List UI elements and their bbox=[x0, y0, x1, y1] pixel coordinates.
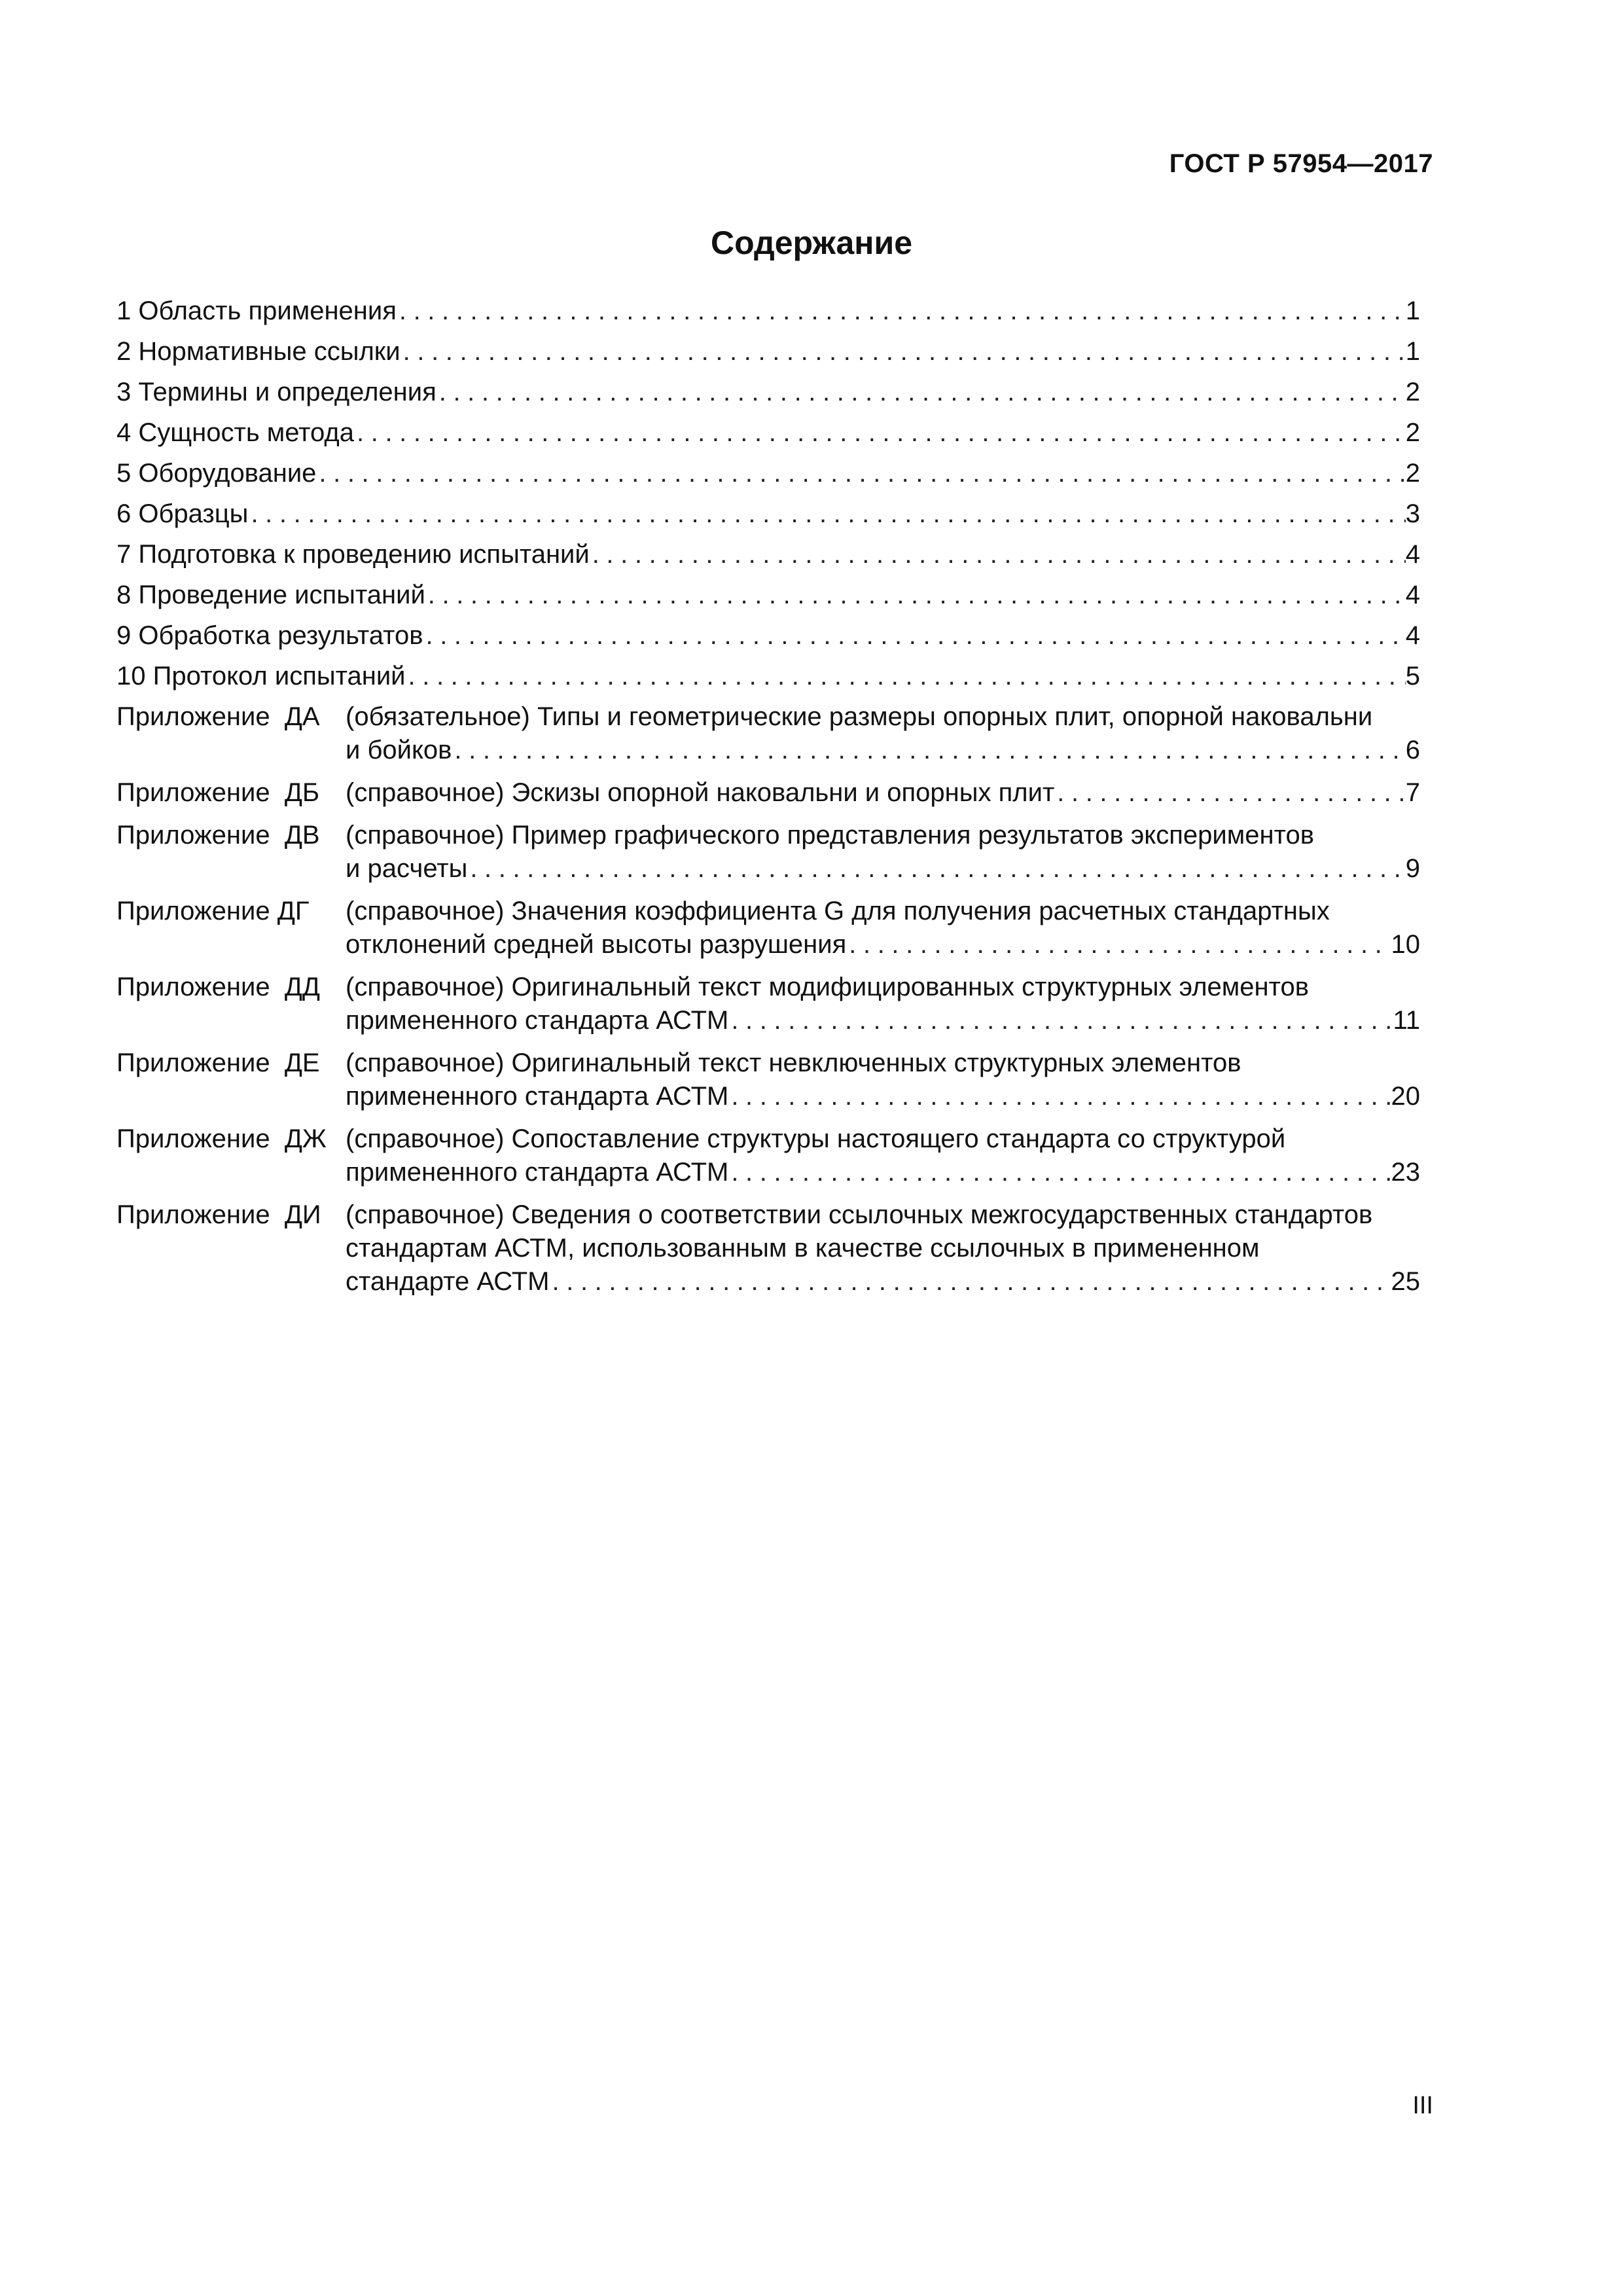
appendix-title-line: (справочное) Эскизы опорной наковальни и опорных плит bbox=[346, 778, 1055, 807]
toc-entry-section-4[interactable] bbox=[116, 416, 1420, 450]
toc-entry-page: 1 bbox=[1405, 296, 1420, 325]
appendix-title-line: стандарте АСТМ bbox=[346, 1267, 550, 1296]
appendix-title-line: отклонений средней высоты разрушения bbox=[346, 930, 847, 959]
toc-entry-page: 3 bbox=[1405, 499, 1420, 528]
appendix-title-line: примененного стандарта АСТМ bbox=[346, 1006, 729, 1035]
dot-leader bbox=[423, 619, 1406, 653]
toc-entry-page: 7 bbox=[1405, 778, 1420, 807]
dot-leader bbox=[406, 660, 1406, 693]
appendix-label: Приложение ДЕ bbox=[116, 1049, 320, 1077]
toc-entry-number: 1 bbox=[116, 296, 139, 325]
appendix-label: Приложение ДГ bbox=[116, 897, 310, 925]
toc-entry-title: Обработка результатов bbox=[138, 621, 423, 650]
toc-entry-section-2[interactable] bbox=[116, 335, 1420, 368]
appendix-label: Приложение ДА bbox=[116, 702, 320, 731]
appendix-title-line: (справочное) Оригинальный текст модифицированных структурных элементов bbox=[346, 973, 1309, 1001]
appendix-label: Приложение ДВ bbox=[116, 821, 320, 850]
toc-entry-page: 25 bbox=[1391, 1267, 1420, 1296]
toc-entry-appendix-db[interactable] bbox=[116, 776, 1420, 810]
dot-leader bbox=[401, 335, 1406, 368]
toc-entry-appendix-de[interactable] bbox=[116, 1047, 1420, 1113]
toc-entry-section-9[interactable] bbox=[116, 619, 1420, 653]
toc-entry-appendix-dd[interactable] bbox=[116, 971, 1420, 1037]
appendix-title-line: (обязательное) Типы и геометрические размеры опорных плит, опорной наковальни bbox=[346, 702, 1373, 731]
dot-leader bbox=[467, 852, 1405, 886]
toc-entry-number: 5 bbox=[116, 459, 139, 488]
toc-entry-title: Подготовка к проведению испытаний bbox=[138, 540, 590, 569]
dot-leader bbox=[728, 1080, 1391, 1113]
appendix-title-line: стандартам АСТМ, использованным в качестве ссылочных в примененном bbox=[346, 1234, 1260, 1263]
toc-entry-title: Нормативные ссылки bbox=[138, 337, 401, 366]
toc-entry-section-3[interactable] bbox=[116, 376, 1420, 409]
toc-entry-page: 20 bbox=[1391, 1082, 1420, 1111]
appendix-title-line: и бойков bbox=[346, 736, 452, 764]
dot-leader bbox=[728, 1156, 1391, 1189]
dot-leader bbox=[437, 376, 1406, 409]
dot-leader bbox=[425, 579, 1406, 612]
toc-entry-page: 11 bbox=[1393, 1006, 1420, 1035]
toc-entry-page: 5 bbox=[1405, 662, 1420, 691]
toc-entry-page: 6 bbox=[1405, 736, 1420, 764]
appendix-label: Приложение ДБ bbox=[116, 778, 320, 807]
toc-entry-section-6[interactable] bbox=[116, 497, 1420, 531]
toc-entry-number: 4 bbox=[116, 418, 139, 447]
toc-entry-number: 7 bbox=[116, 540, 139, 569]
toc-entry-number: 9 bbox=[116, 621, 139, 650]
toc-entry-section-8[interactable] bbox=[116, 579, 1420, 612]
toc-entry-number: 8 bbox=[116, 581, 139, 609]
toc-entry-section-5[interactable] bbox=[116, 457, 1420, 490]
toc-entry-page: 9 bbox=[1405, 854, 1420, 883]
toc-entry-title: Сущность метода bbox=[138, 418, 355, 447]
toc-entry-title: Оборудование bbox=[138, 459, 317, 488]
dot-leader bbox=[550, 1265, 1391, 1299]
toc-entry-page: 2 bbox=[1405, 378, 1420, 406]
dot-leader bbox=[397, 295, 1406, 328]
toc-entry-page: 10 bbox=[1391, 930, 1420, 959]
appendix-label: Приложение ДД bbox=[116, 973, 321, 1001]
appendix-title-line: и расчеты bbox=[346, 854, 468, 883]
table-of-contents bbox=[116, 295, 1420, 1308]
toc-entry-page: 4 bbox=[1405, 581, 1420, 609]
toc-entry-page: 2 bbox=[1405, 459, 1420, 488]
appendix-title-line: примененного стандарта АСТМ bbox=[346, 1082, 729, 1111]
appendix-title-line: (справочное) Сведения о соответствии ссылочных межгосударственных стандартов bbox=[346, 1200, 1373, 1229]
toc-entry-title: Термины и определения bbox=[138, 378, 437, 406]
appendix-title-line: (справочное) Оригинальный текст невключенных структурных элементов bbox=[346, 1049, 1241, 1077]
toc-entry-appendix-dg[interactable] bbox=[116, 895, 1420, 961]
toc-entry-appendix-dv[interactable] bbox=[116, 819, 1420, 886]
toc-entry-appendix-di[interactable] bbox=[116, 1198, 1420, 1299]
toc-entry-number: 3 bbox=[116, 378, 139, 406]
toc-entry-title: Область применения bbox=[138, 296, 397, 325]
toc-entry-title: Проведение испытаний bbox=[138, 581, 425, 609]
dot-leader bbox=[354, 416, 1406, 450]
toc-entry-section-10[interactable] bbox=[116, 660, 1420, 693]
appendix-title-line: (справочное) Пример графического представления результатов экспериментов bbox=[346, 821, 1314, 850]
toc-entry-page: 23 bbox=[1391, 1158, 1420, 1187]
dot-leader bbox=[846, 928, 1391, 961]
toc-entry-page: 2 bbox=[1405, 418, 1420, 447]
appendix-label: Приложение ДЖ bbox=[116, 1124, 327, 1153]
dot-leader bbox=[248, 497, 1405, 531]
toc-entry-title: Образцы bbox=[138, 499, 249, 528]
toc-entry-number: 6 bbox=[116, 499, 139, 528]
toc-entry-title: Протокол испытаний bbox=[152, 662, 406, 691]
toc-title: Содержание bbox=[710, 224, 913, 261]
dot-leader bbox=[316, 457, 1405, 490]
dot-leader bbox=[1054, 776, 1405, 810]
toc-entry-appendix-dzh[interactable] bbox=[116, 1122, 1420, 1189]
toc-entry-number: 2 bbox=[116, 337, 139, 366]
toc-entry-section-1[interactable] bbox=[116, 295, 1420, 328]
dot-leader bbox=[728, 1004, 1393, 1037]
toc-entry-page: 4 bbox=[1405, 540, 1420, 569]
dot-leader bbox=[590, 538, 1406, 571]
appendix-title-line: примененного стандарта АСТМ bbox=[346, 1158, 729, 1187]
page-number: III bbox=[1412, 2092, 1433, 2119]
toc-entry-appendix-da[interactable] bbox=[116, 700, 1420, 767]
appendix-title-line: (справочное) Сопоставление структуры настоящего стандарта со структурой bbox=[346, 1124, 1286, 1153]
document-code: ГОСТ Р 57954—2017 bbox=[1169, 149, 1433, 178]
dot-leader bbox=[452, 734, 1405, 767]
appendix-label: Приложение ДИ bbox=[116, 1200, 321, 1229]
toc-entry-page: 1 bbox=[1405, 337, 1420, 366]
toc-entry-section-7[interactable] bbox=[116, 538, 1420, 571]
toc-entry-number: 10 bbox=[116, 662, 153, 691]
toc-entry-page: 4 bbox=[1405, 621, 1420, 650]
appendix-title-line: (справочное) Значения коэффициента G для получения расчетных стандартных bbox=[346, 897, 1330, 925]
